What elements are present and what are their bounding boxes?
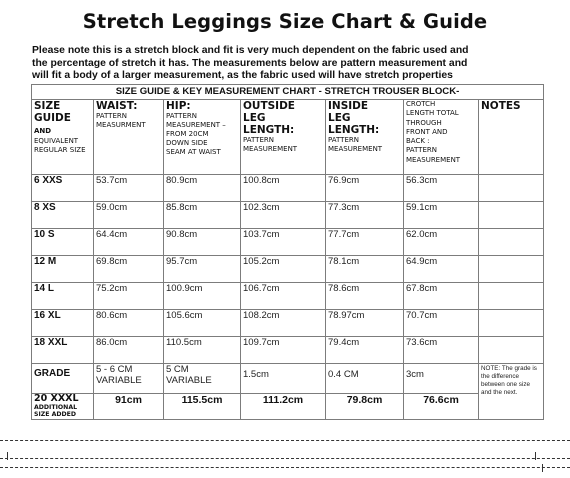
size-cell: 6 XXS [32,175,94,202]
header-crotch-line: BACK : [406,137,430,146]
header-crotch-line: FRONT AND [406,127,448,136]
dash-tick [535,452,536,460]
header-outside-sub: MEASUREMENT [243,145,298,153]
crotch-cell: 64.9cm [404,256,479,283]
header-outside-leg [241,100,326,175]
header-inside-line: INSIDE [328,100,369,112]
extra-size-sub: ADDITIONAL [34,404,78,411]
extra-size-label: 20 XXXL [34,393,79,404]
header-size-sub1: EQUIVALENT [34,137,79,145]
waist-cell: 69.8cm [94,256,164,283]
notes-cell [479,337,544,364]
extra-hip: 115.5cm [164,394,241,420]
header-row [32,100,544,175]
outside-leg-cell: 105.2cm [241,256,326,283]
header-size-sub2: REGULAR SIZE [34,146,86,154]
header-inside-sub: MEASUREMENT [328,145,383,153]
hip-cell: 100.9cm [164,283,241,310]
table-row [32,229,544,256]
size-cell: 14 L [32,283,94,310]
inside-leg-cell: 76.9cm [326,175,404,202]
table-row [32,283,544,310]
crotch-cell: 62.0cm [404,229,479,256]
hip-cell: 85.8cm [164,202,241,229]
size-chart-table [31,84,544,420]
grade-row [32,364,544,394]
grade-label: GRADE [32,364,94,394]
header-waist-main: WAIST: [96,100,138,112]
header-outside-line: OUTSIDE [243,100,295,112]
dash-tick [542,464,543,472]
waist-cell: 80.6cm [94,310,164,337]
header-hip-sub: FROM 20CM [166,130,209,138]
header-inside-line: LENGTH: [328,124,380,136]
notes-cell [479,175,544,202]
header-hip-sub: MEASUREMENT – [166,121,226,129]
header-outside-line: LEG [243,112,266,124]
header-crotch-line: MEASUREMENT [406,155,461,164]
dash-tick [7,452,8,460]
size-cell: 8 XS [32,202,94,229]
size-cell: 16 XL [32,310,94,337]
header-notes-label: NOTES [481,100,521,112]
notes-cell [479,229,544,256]
header-inside-leg [326,100,404,175]
inside-leg-cell: 78.6cm [326,283,404,310]
header-size-line1: SIZE [34,100,61,112]
inside-leg-cell: 77.7cm [326,229,404,256]
grade-hip-line: VARIABLE [166,375,212,386]
header-hip-sub: DOWN SIDE [166,139,208,147]
grade-crotch: 3cm [404,364,479,394]
table-row [32,202,544,229]
header-crotch-line: THROUGH [406,118,442,127]
grade-inside: 0.4 CM [326,364,404,394]
hip-cell: 110.5cm [164,337,241,364]
header-waist-sub2: MEASURMENT [96,121,146,129]
grade-waist-line: VARIABLE [96,375,142,386]
crotch-cell: 70.7cm [404,310,479,337]
intro-line: will fit a body of a larger measurement, as the fabric used will have stretch properties [32,70,453,81]
waist-cell: 86.0cm [94,337,164,364]
dashed-divider [0,458,570,459]
header-waist-sub1: PATTERN [96,112,127,120]
extra-size-cell [32,394,94,420]
grade-waist [94,364,164,394]
outside-leg-cell: 100.8cm [241,175,326,202]
header-hip [164,100,241,175]
header-size [32,100,94,175]
dashed-divider [0,467,570,468]
crotch-cell: 56.3cm [404,175,479,202]
header-waist [94,100,164,175]
grade-note: NOTE: The grade is the difference between one size and the next. [479,364,544,420]
header-crotch [404,100,479,175]
waist-cell: 64.4cm [94,229,164,256]
notes-cell [479,283,544,310]
hip-cell: 90.8cm [164,229,241,256]
notes-cell [479,256,544,283]
hip-cell: 95.7cm [164,256,241,283]
notes-cell [479,310,544,337]
crotch-cell: 73.6cm [404,337,479,364]
table-banner: SIZE GUIDE & KEY MEASUREMENT CHART - STRETCH TROUSER BLOCK- [32,85,544,100]
header-notes [479,100,544,175]
page-title: Stretch Leggings Size Chart & Guide [82,10,488,33]
extra-waist: 91cm [94,394,164,420]
extra-crotch: 76.6cm [404,394,479,420]
outside-leg-cell: 108.2cm [241,310,326,337]
intro-line: the percentage of stretch it has. The measurements below are pattern measurement and [32,57,468,69]
hip-cell: 80.9cm [164,175,241,202]
outside-leg-cell: 102.3cm [241,202,326,229]
header-inside-sub: PATTERN [328,136,359,144]
dashed-divider [0,440,570,441]
inside-leg-cell: 77.3cm [326,202,404,229]
extra-outside: 111.2cm [241,394,326,420]
header-hip-sub: PATTERN [166,112,197,120]
table-row [32,175,544,202]
table-row [32,337,544,364]
header-crotch-line: CROTCH [406,100,436,108]
table-row [32,310,544,337]
hip-cell: 105.6cm [164,310,241,337]
inside-leg-cell: 79.4cm [326,337,404,364]
header-hip-main: HIP: [166,100,191,112]
header-outside-sub: PATTERN [243,136,274,144]
header-crotch-line: PATTERN [406,146,437,155]
waist-cell: 59.0cm [94,202,164,229]
outside-leg-cell: 103.7cm [241,229,326,256]
header-hip-sub: SEAM AT WAIST [166,148,221,156]
size-cell: 10 S [32,229,94,256]
grade-outside: 1.5cm [241,364,326,394]
inside-leg-cell: 78.97cm [326,310,404,337]
header-inside-line: LEG [328,112,351,124]
grade-hip [164,364,241,394]
outside-leg-cell: 106.7cm [241,283,326,310]
crotch-cell: 67.8cm [404,283,479,310]
intro-line: Please note this is a stretch block and fit is very much dependent on the fabric used and [32,45,469,56]
header-crotch-line: LENGTH TOTAL [406,109,459,118]
header-outside-line: LENGTH: [243,124,295,136]
waist-cell: 53.7cm [94,175,164,202]
header-size-line2: GUIDE AND [34,112,71,135]
intro-paragraph [32,45,552,83]
grade-waist-line: 5 - 6 CM [96,364,133,375]
extra-size-sub: SIZE ADDED [34,411,77,418]
extra-size-row [32,394,544,420]
outside-leg-cell: 109.7cm [241,337,326,364]
notes-cell [479,202,544,229]
waist-cell: 75.2cm [94,283,164,310]
crotch-cell: 59.1cm [404,202,479,229]
grade-hip-line: 5 CM [166,364,189,375]
size-cell: 18 XXL [32,337,94,364]
extra-inside: 79.8cm [326,394,404,420]
size-cell: 12 M [32,256,94,283]
inside-leg-cell: 78.1cm [326,256,404,283]
table-row [32,256,544,283]
